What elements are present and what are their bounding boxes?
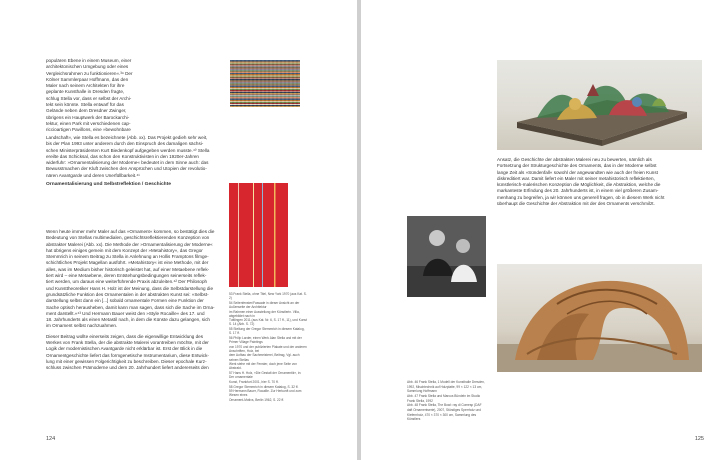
text-line: widerfuhr: »Ornamentalisierung der Moderne« bedeutet in dem Sinne auch: das xyxy=(46,160,209,166)
text-line: und Kunsttheoretiker Hans H. Holz ist der Meinung, dass die Selbstdarstellung die xyxy=(46,285,213,291)
artists-portrait-photo xyxy=(407,216,486,297)
figure-captions xyxy=(407,380,489,422)
text-line: lange Zeit als »Sündenfall« sowohl der angewandten wie auch der freien Kunst xyxy=(497,169,658,175)
text-line: Gelände neben dem Dresdner Zwinger, xyxy=(46,108,127,114)
text-line: ment darstellt.«⁴³ Und Hermann Bauer weist den »Style Rocaille« des 17. und xyxy=(46,310,205,316)
text-line: Abb. 47 Frank Stella und Marcus Bündeln im Studio xyxy=(407,394,481,399)
text-line: Werk stehe mit der Fenster, doch jene Seite von Abstrakt. xyxy=(229,362,297,371)
text-line: Sammlung Hoffmann xyxy=(407,389,437,394)
text-line: riccioartigen Pavillons, eine »bewohnbare xyxy=(46,127,131,133)
text-line: diskreditiert war. Damit liefert ein Maler mit seiner metahistorisch reflektierten, xyxy=(497,175,655,181)
text-line: Bewusstmachen der Kluft zwischen den Ansprüchen und Utopien der revolutio- xyxy=(46,166,207,172)
text-line: Logik der modernistischen Avantgarde nicht erklärbar ist. Erst der Blick in die xyxy=(46,346,203,352)
text-line: Tuttlingen 2011 (aus Kat. Nr. 6, S. 17 ff., 11), und Kunst S. 14 (Abb. S. 72) xyxy=(229,318,307,327)
text-line: markanteste Erfindung des 20. Jahrhunderts ist, in einem viel größeren Zusam- xyxy=(497,188,659,194)
text-line: überhaupt die Geschichte der Abstraktion mit der des Ornaments verschmilzt. xyxy=(497,201,655,207)
text-line: Maler nach seinem Architekten für ihre xyxy=(46,83,125,89)
text-line: Kölner Sammlerpaar Hoffmann, das den xyxy=(46,76,129,82)
text-line: Kunst, Frankfurt 2001, hier S. 70 ff. xyxy=(229,379,279,384)
page-number-right: 125 xyxy=(694,436,704,442)
text-line: Landschaft«, wie Stella es bezeichnete (Abb. xx). Das Projekt gedieh sehr weit, xyxy=(46,135,208,140)
text-line: Kiefernholz, 470 × 370 × 300 cm, Sammlung des Künstlers xyxy=(407,412,477,421)
text-line: Stemmrich in seinem Beitrag zu Stella in Anlehnung an Hollis Framptons filmge- xyxy=(46,254,209,260)
text-line: 54 Seitenfenster/Fassade in dieser Ansicht an der Außenseite der Architektur xyxy=(229,300,300,309)
paragraph-3 xyxy=(46,334,221,372)
kunsthalle-model-photo xyxy=(497,60,702,150)
intro-lines xyxy=(46,58,221,134)
text-line: Sache optisch herausheben, damit kann man sagen, dass sich die Sache im Orna- xyxy=(46,304,215,310)
text-line: Wenn heute immer mehr Maler auf das »Ornament« kommen, so bestätigt dies die xyxy=(46,229,215,234)
intro-column xyxy=(46,58,221,134)
paragraph-1 xyxy=(46,135,304,179)
text-line: 53 Frank Stella, ohne Titel, New York 1970 (aus Kat. S. 2) xyxy=(229,292,307,301)
text-line: Werkes von Frank Stella, der die abstrakte Malerei vorantreiben möchte, mit der xyxy=(46,340,209,346)
model-illustration xyxy=(497,60,702,150)
text-line: Vergleichsrahmen zu funktionieren«.³⁹ Der xyxy=(46,70,133,76)
left-page xyxy=(0,0,357,460)
text-line: im Rahmen einer Ausstellung der Künstlerin. Villa, abgebildet nach in xyxy=(229,309,300,318)
text-line: im Ornament selbst nachzuahmen. xyxy=(46,323,118,329)
sculpture-photo xyxy=(497,264,702,372)
paragraph-2 xyxy=(46,229,221,330)
text-line: Frank Stella, 1992 xyxy=(407,398,433,403)
text-line: tiert wird – eine Metaebene, deren Entstehungsbedingungen seinerseits reflek- xyxy=(46,273,207,279)
text-line: ereilte das Schicksal, das schon den Konstruktivisten in den 1920er-Jahren xyxy=(46,153,199,159)
text-line: 58 Gregor Stemmrich in diesem Katalog, S. 32 ff. xyxy=(229,384,299,389)
text-line: 56 Philip Larder, einen Werk Alan Stella und mit der Primer Village Paintings xyxy=(229,335,302,344)
red-stripe-painting-image xyxy=(229,183,288,287)
main-column-2 xyxy=(46,229,221,372)
text-line: 1992, Mischtechnik auf Holzplatte, 99 × 122 × 13 cm, xyxy=(407,384,483,389)
text-line: grundsätzliche Funktion des Ornamentalen in der abstrakten Kunst sei: »Selbst- xyxy=(46,291,209,297)
text-line: Abb. 46 Frank Stella, 1 Modell der Kunsthalle Dresden, xyxy=(407,380,485,384)
text-line: bis der Plan 1993 unter anderem durch den Einspruch des damaligen sächsi- xyxy=(46,141,204,147)
text-line: daft Ornamentserie), 2007, Stündiges Sperrholz und xyxy=(407,408,481,413)
page-number-left: 124 xyxy=(46,436,56,442)
text-line: geplante Kunsthalle in Dresden fragte, xyxy=(46,89,125,95)
text-line: alles, was im Medium bisher historisch geleistet hat, auf einer Metaebene reflek- xyxy=(46,266,210,272)
text-line: dem Aufbau der Sachmeisterei, Beitrag, Vgl. auch seinen Stellas xyxy=(229,353,300,362)
text-line: schlug Stella vor, dass er selbst der Archi- xyxy=(46,95,132,101)
text-line: künstlerisch-malerischen Konzeption die Möglichkeit, die Abstraktion, welche die xyxy=(497,182,661,188)
main-column xyxy=(46,135,304,188)
text-line: hat übrigens einiges gemein mit dem Konzept der »Metahistory«, das Gregor xyxy=(46,247,203,253)
text-line: tekt sein könnte. Stella entwarf für das xyxy=(46,102,124,108)
text-line: Bedeutung von Stellas multimedialen, geschichtsreflektierenden Konzeption von xyxy=(46,235,210,241)
right-page xyxy=(361,0,718,460)
text-line: tiert werden, um daraus eine weiterführende Praxis abzuleiten.⁴² Der Philosoph xyxy=(46,279,208,285)
text-line: von 1970 und der publizierten Plakate und der anderen Anschriften, Holz, bei xyxy=(229,344,307,353)
text-line: schen Ministerpräsidenten Kurt Biedenkopf aufgegeben werden musste.⁴⁰ Stella xyxy=(46,147,210,153)
sculpture-illustration xyxy=(497,264,702,372)
text-line: nären Avantgarde und deren Unerfüllbarkeit.⁴¹ xyxy=(46,172,140,178)
portrait-illustration xyxy=(407,216,486,297)
text-line: abstrakter Malerei (Abb. xx). Die Methode der »Ornamentalisierung der Moderne« xyxy=(46,241,213,247)
text-line: darstellung selbst dann ein [...] sobald ornamentale Formen eine Funktion der xyxy=(46,298,204,304)
text-line: populären Ebene in einem Museum, einer xyxy=(46,58,132,63)
text-line: 59 Hermann Bauer, Rocaille. Zur Herkunft und zum Wesen eines xyxy=(229,389,302,398)
text-line: Ornamentgeschichte liefert das formgenetische Instrumentarium, diese Entwick- xyxy=(46,352,209,358)
text-line: Ornament-Motivs, Berlin 1962, S. 22 ff. xyxy=(229,397,285,402)
text-line: übrigens ein Hauptwerk der Barockarchi- xyxy=(46,114,130,120)
text-line: Ansatz, die Geschichte der abstrakten Malerei neu zu bewerten, nämlich als xyxy=(497,157,652,162)
footnotes xyxy=(229,292,307,403)
text-line: architektonischen Umgebung oder eines xyxy=(46,64,129,70)
stripe-painting-image xyxy=(230,60,300,107)
text-line: Dieser Beitrag wollte einerseits zeigen, dass die eigenwillige Entwicklung des xyxy=(46,333,204,339)
text-line: schichtliches Projekt Magellan ausführt. »Metahistory« ist eine Methode, mit der xyxy=(46,260,209,266)
text-line: schluss zwischen Prämoderne und dem 20. Jahrhundert liefert andererseits den xyxy=(46,365,209,371)
text-line: tektur, einen Park mit verschiedenen cap- xyxy=(46,120,131,126)
right-body xyxy=(497,157,707,207)
text-line: 18. Jahrhunderts als einen Metastil nach, in dem die Künste dazu gelangen, sich xyxy=(46,317,210,323)
text-line: lung mit einer gewissen Folgerichtigkeit zu beschreiben. Dieser epochale Kurz- xyxy=(46,358,207,364)
text-line: Fortsetzung der Strukturgeschichte des Ornaments, das in der Moderne selbst xyxy=(497,163,657,169)
text-line: 57 Hans H. Holz, »Die Gestalt der Ornamentik«, in: Der ornamentale xyxy=(229,371,302,380)
text-line: 55 Stellung der Gregor Stemmrich in diesem Katalog, S. 17 ff. xyxy=(229,327,305,336)
section-heading: Ornamentalisierung und Selbstreflektion / Geschichte xyxy=(46,182,172,188)
text-line: Abb. 48 Frank Stella, The Bowl: ray di Comesp (DAF xyxy=(407,403,482,408)
text-line: menhang zu begreifen, ja wir können uns generell fragen, ob in diesem Werk nicht xyxy=(497,194,665,200)
